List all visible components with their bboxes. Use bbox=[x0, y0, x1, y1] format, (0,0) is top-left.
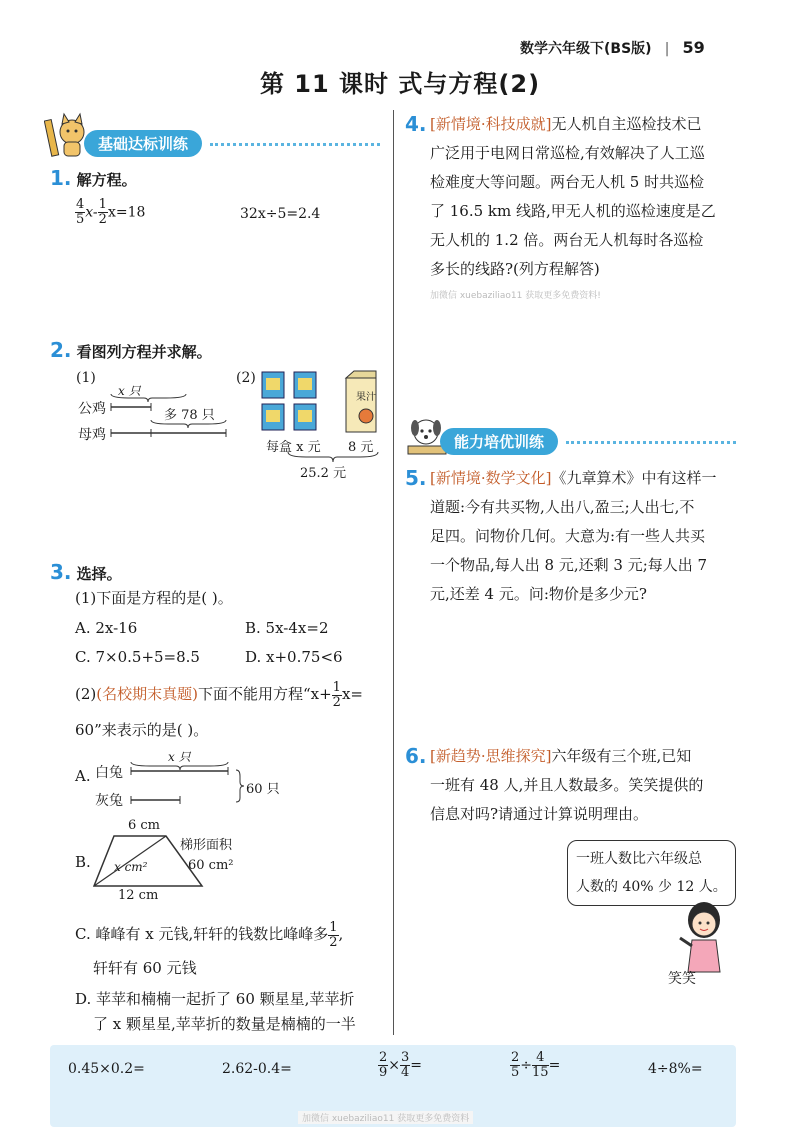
equation-2: 32x÷5=2.4 bbox=[240, 206, 321, 222]
text-line: 元,还差 4 元。问:物价是多少元? bbox=[430, 585, 647, 603]
hen-label: 母鸡 bbox=[78, 427, 106, 443]
equation-part: x=18 bbox=[107, 204, 146, 221]
book-title: 数学六年级下(BS版) bbox=[520, 41, 652, 57]
fraction-denominator: 5 bbox=[76, 212, 85, 227]
text-line: 信息对吗?请通过计算说明理由。 bbox=[430, 805, 649, 823]
text-line: 无人机的 1.2 倍。两台无人机每时各巡检 bbox=[430, 231, 704, 249]
text-line: 多长的线路?(列方程解答) bbox=[430, 260, 600, 278]
text-line: 一个物品,每人出 8 元,还剩 3 元;每人出 7 bbox=[430, 556, 708, 574]
area-label: 梯形面积 bbox=[180, 838, 233, 853]
bubble-line: 人数的 40% 少 12 人。 bbox=[576, 879, 727, 895]
sub-question-1: (1)下面是方程的是( )。 bbox=[75, 589, 233, 607]
question-2 bbox=[50, 338, 212, 362]
option-c-text[interactable] bbox=[75, 920, 343, 950]
question-6-text bbox=[430, 742, 740, 829]
option-d-line2: 了 x 颗星星,苹苹折的数量是楠楠的一半 bbox=[93, 1015, 356, 1033]
text-line: 一班有 48 人,并且人数最多。笑笑提供的 bbox=[430, 776, 704, 794]
calc-item: 0.45×0.2= bbox=[68, 1061, 145, 1077]
question-number: 1. bbox=[50, 166, 72, 190]
equation-1 bbox=[75, 198, 145, 227]
text-line: 道题:今有共买物,人出八,盈三;人出七,不 bbox=[430, 498, 695, 516]
text-line: 足四。问物价几何。大意为:有一些人共买 bbox=[430, 527, 706, 545]
option-a-label[interactable]: A. bbox=[75, 767, 91, 785]
milk-boxes-icon bbox=[260, 370, 320, 434]
calc-fraction-item bbox=[510, 1051, 560, 1080]
fraction-numerator: 1 bbox=[329, 919, 338, 935]
text-line: 无人机自主巡检技术已 bbox=[551, 115, 702, 133]
more-label: 多 78 只 bbox=[164, 408, 215, 423]
fraction-denominator: 5 bbox=[511, 1065, 520, 1080]
sub-question-2-line2: 60”来表示的是( )。 bbox=[75, 721, 209, 739]
option-b[interactable]: B. 5x-4x=2 bbox=[245, 619, 329, 637]
option-a[interactable]: A. 2x-16 bbox=[75, 619, 138, 637]
question-1 bbox=[50, 166, 137, 190]
equals: = bbox=[548, 1057, 561, 1074]
topic-tag: [新情境·科技成就] bbox=[430, 115, 552, 133]
option-d[interactable]: D. x+0.75<6 bbox=[245, 648, 343, 666]
line-segment-diagram bbox=[108, 390, 233, 440]
fraction-denominator: 4 bbox=[401, 1065, 410, 1080]
text-line: 检难度大等问题。两台无人机 5 时共巡检 bbox=[430, 173, 705, 191]
juice-price-label: 8 元 bbox=[348, 440, 374, 455]
question-title: 解方程。 bbox=[76, 171, 137, 189]
equals: = bbox=[410, 1057, 423, 1074]
topic-tag: [新趋势·思维探究] bbox=[430, 747, 552, 765]
fraction-numerator: 4 bbox=[532, 1051, 549, 1066]
white-rabbit-label: 白兔 bbox=[95, 765, 123, 781]
juice-label: 果汁 bbox=[356, 392, 376, 403]
option-b-label[interactable]: B. bbox=[75, 853, 91, 871]
part-2-label: (2) bbox=[236, 370, 256, 386]
fraction-numerator: 2 bbox=[511, 1050, 520, 1065]
sub-question-2 bbox=[75, 680, 363, 710]
fraction-numerator: 4 bbox=[76, 197, 85, 212]
source-tag: (名校期末真题) bbox=[96, 685, 198, 703]
section-basic-label: 基础达标训练 bbox=[84, 130, 202, 157]
fraction-denominator: 2 bbox=[329, 934, 338, 950]
gray-rabbit-label: 灰兔 bbox=[95, 793, 123, 809]
page-header bbox=[520, 38, 705, 58]
bubble-line: 一班人数比六年级总 bbox=[576, 851, 702, 867]
speech-bubble bbox=[567, 840, 736, 906]
sub-text: x= bbox=[341, 685, 363, 703]
sub-text: 下面不能用方程“x+ bbox=[197, 685, 332, 703]
section-dots bbox=[210, 143, 380, 146]
section-advanced-label: 能力培优训练 bbox=[440, 428, 558, 455]
question-5-text bbox=[430, 464, 740, 609]
character-name: 笑笑 bbox=[668, 971, 696, 987]
rooster-label: 公鸡 bbox=[78, 401, 106, 417]
question-number: 2. bbox=[50, 338, 72, 362]
text-line: 广泛用于电网日常巡检,有效解决了人工巡 bbox=[430, 144, 705, 162]
fraction-numerator: 3 bbox=[401, 1050, 410, 1065]
page-number: 59 bbox=[682, 38, 705, 57]
topic-tag: [新情境·数学文化] bbox=[430, 469, 552, 487]
oral-calculation-strip bbox=[50, 1045, 736, 1127]
x-label: x 只 bbox=[168, 750, 191, 764]
watermark: 加微信 xuebaziliao11 获取更多免费资料 bbox=[298, 1111, 473, 1124]
option-d-line1[interactable]: D. 苹苹和楠楠一起折了 60 颗星星,苹苹折 bbox=[75, 990, 355, 1008]
x-label: x 只 bbox=[118, 384, 141, 398]
sub-label: (2) bbox=[75, 685, 97, 703]
fraction-numerator: 1 bbox=[332, 679, 341, 695]
operator: ÷ bbox=[520, 1057, 533, 1074]
question-4-number: 4. bbox=[405, 112, 427, 136]
text-line: 了 16.5 km 线路,甲无人机的巡检速度是乙 bbox=[430, 202, 716, 220]
option-c[interactable]: C. 7×0.5+5=8.5 bbox=[75, 648, 200, 666]
question-title: 看图列方程并求解。 bbox=[76, 343, 212, 361]
header-separator: | bbox=[664, 41, 670, 57]
question-5-number: 5. bbox=[405, 466, 427, 490]
question-3 bbox=[50, 560, 122, 584]
rabbit-line-diagram bbox=[128, 758, 248, 808]
fraction-denominator: 2 bbox=[98, 212, 107, 227]
watermark: 加微信 xuebaziliao11 获取更多免费资料! bbox=[430, 291, 601, 301]
fraction-numerator: 2 bbox=[379, 1050, 388, 1065]
total-label: 25.2 元 bbox=[300, 466, 347, 481]
fraction-denominator: 2 bbox=[332, 694, 341, 710]
text-line: 六年级有三个班,已知 bbox=[551, 747, 692, 765]
calc-fraction-item bbox=[378, 1051, 422, 1080]
question-title: 选择。 bbox=[76, 565, 122, 583]
operator: × bbox=[388, 1057, 401, 1074]
text-line: 《九章算术》中有这样一 bbox=[551, 469, 717, 487]
trapezoid-area: 60 cm² bbox=[188, 858, 234, 873]
fraction-denominator: 15 bbox=[532, 1065, 549, 1080]
section-dots bbox=[566, 441, 736, 444]
question-4-text bbox=[430, 110, 740, 284]
total-label: 60 只 bbox=[246, 782, 280, 797]
option-text: C. 峰峰有 x 元钱,轩轩的钱数比峰峰多 bbox=[75, 925, 329, 943]
question-6-number: 6. bbox=[405, 744, 427, 768]
per-box-label: 每盒 x 元 bbox=[266, 440, 321, 455]
equation-part: x- bbox=[85, 204, 98, 221]
cat-pencil-icon bbox=[44, 112, 90, 160]
column-divider bbox=[393, 110, 394, 1035]
bottom-length: 12 cm bbox=[118, 888, 159, 903]
calc-item: 2.62-0.4= bbox=[222, 1061, 292, 1077]
option-c-line2: 轩轩有 60 元钱 bbox=[93, 959, 197, 977]
part-1-label: (1) bbox=[76, 370, 96, 386]
option-text: , bbox=[338, 925, 344, 943]
page-title: 第 11 课时 式与方程(2) bbox=[259, 70, 541, 98]
fraction-denominator: 9 bbox=[379, 1065, 388, 1080]
question-number: 3. bbox=[50, 560, 72, 584]
calc-item: 4÷8%= bbox=[648, 1061, 703, 1077]
top-length: 6 cm bbox=[128, 818, 161, 833]
girl-xiaoxiao-icon bbox=[674, 898, 734, 978]
triangle-area-label: x cm² bbox=[114, 860, 148, 874]
fraction-numerator: 1 bbox=[98, 197, 107, 212]
